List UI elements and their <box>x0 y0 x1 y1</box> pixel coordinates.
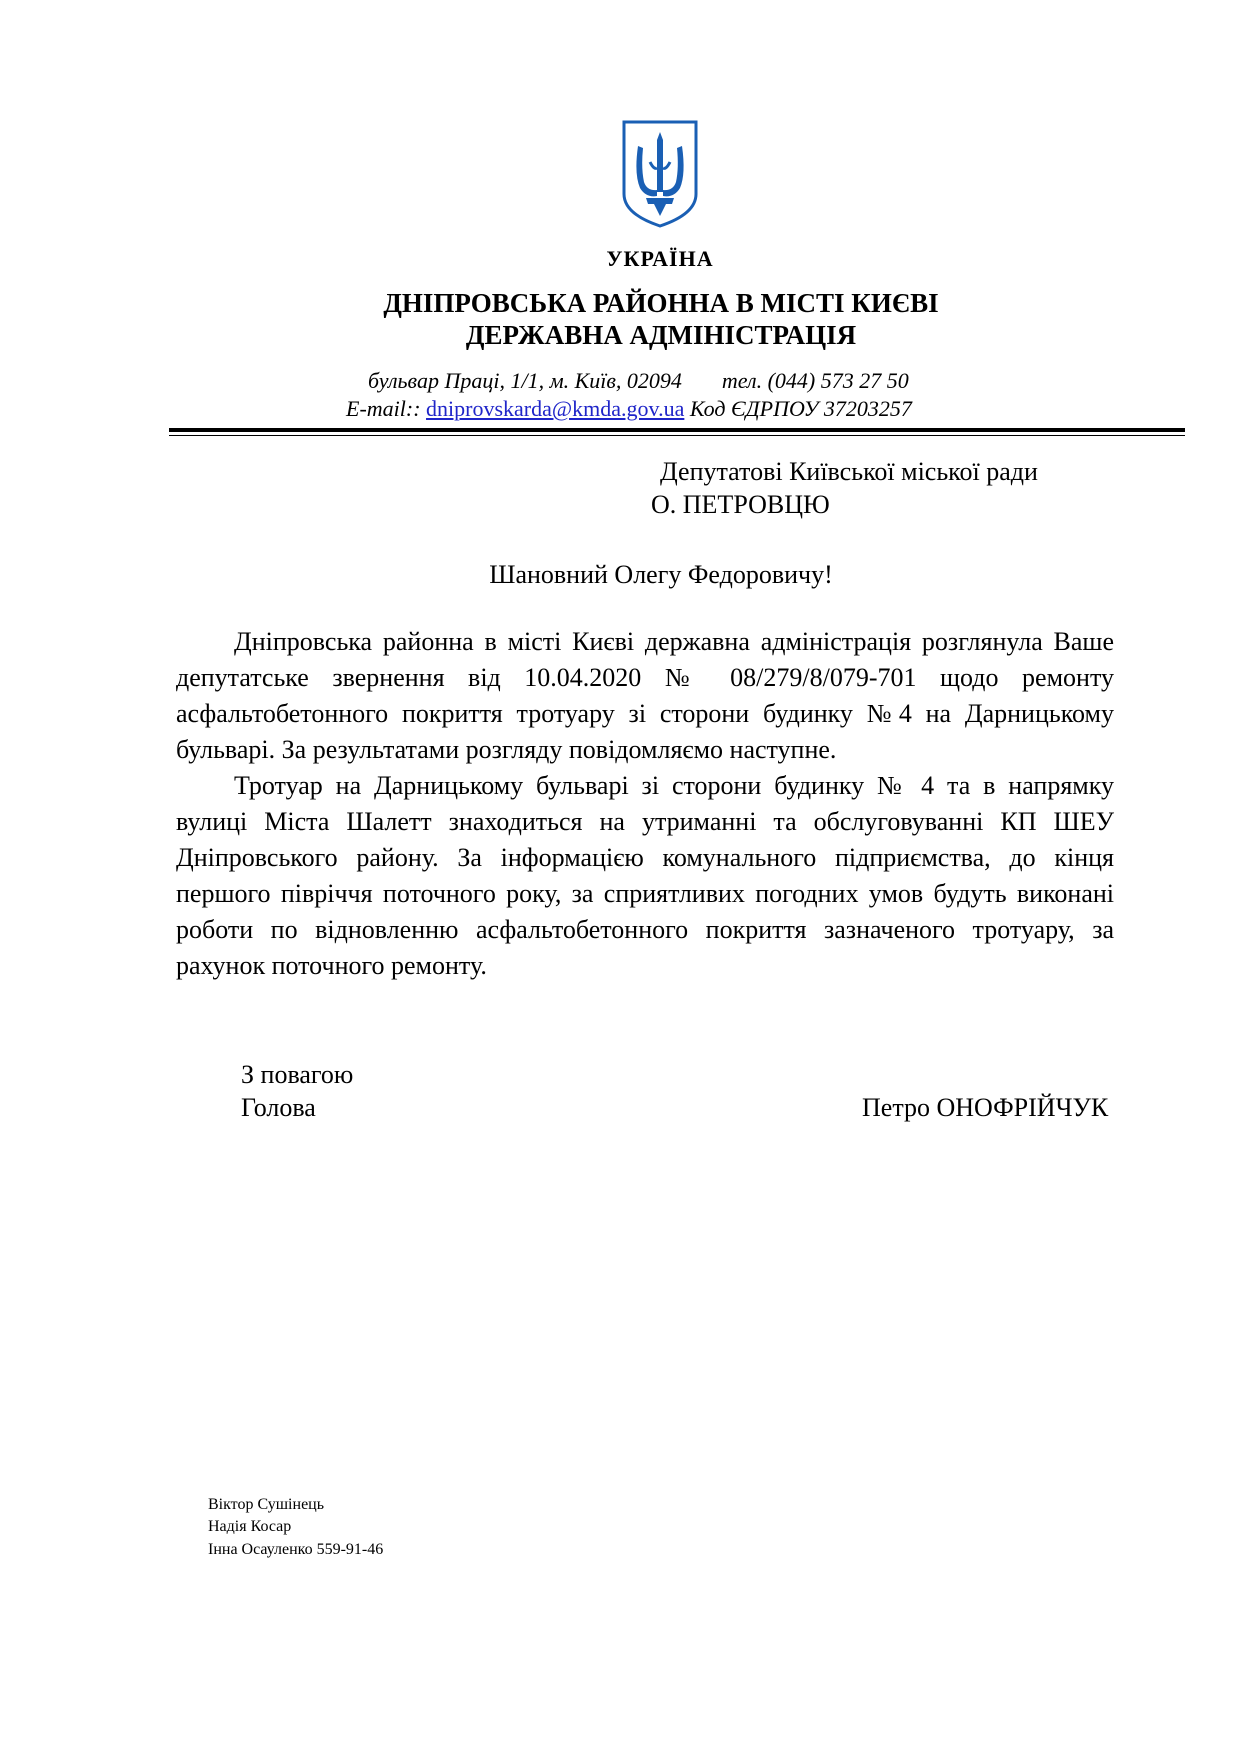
executor-3: Інна Осауленко 559-91-46 <box>208 1541 384 1558</box>
trident-icon <box>620 118 700 230</box>
country-title: УКРАЇНА <box>606 246 714 271</box>
recipient-position: Депутатові Київської міської ради <box>660 457 1038 486</box>
edrpou-code: Код ЄДРПОУ 37203257 <box>689 396 912 421</box>
address-line <box>368 368 909 394</box>
header-divider-thin <box>169 435 1185 436</box>
executor-1: Віктор Сушінець <box>208 1496 325 1513</box>
org-name-line2: ДЕРЖАВНА АДМІНІСТРАЦІЯ <box>465 320 857 350</box>
email-link[interactable]: dniprovskarda@kmda.gov.ua <box>426 396 685 421</box>
phone: тел. (044) 573 27 50 <box>721 368 909 393</box>
contact-line <box>346 396 912 422</box>
address: бульвар Праці, 1/1, м. Київ, 02094 <box>368 368 682 393</box>
letter-body <box>176 624 1114 984</box>
signer-name: Петро ОНОФРІЙЧУК <box>862 1093 1109 1122</box>
body-paragraph-1: Дніпровська районна в місті Києві державна адміністрація розглянула Ваше депутатське звернення від 10.04.2020 № 08/279/8/079-701 щодо ремонту асфальтобетонного покриття тротуару зі сторони будинку №4 на Дарницькому бульварі. За результатами розгляду повідомляємо наступне. <box>176 627 1114 764</box>
closing-regards: З повагою <box>241 1060 354 1089</box>
email-label: E-mail:: <box>346 396 421 421</box>
signer-position: Голова <box>241 1093 316 1122</box>
org-name-line1: ДНІПРОВСЬКА РАЙОННА В МІСТІ КИЄВІ <box>383 288 939 318</box>
recipient-name: О. ПЕТРОВЦЮ <box>651 490 830 519</box>
salutation: Шановний Олегу Федоровичу! <box>489 560 833 589</box>
executor-2: Надія Косар <box>208 1518 292 1535</box>
header-divider-thick <box>169 428 1185 432</box>
body-paragraph-2: Тротуар на Дарницькому бульварі зі сторони будинку № 4 та в напрямку вулиці Міста Шалетт знаходиться на утриманні та обслуговуванні КП ШЕУ Дніпровського району. За інформацією комунального підприємства, до кінця першого півріччя поточного року, за сприятливих погодних умов будуть виконані роботи по відновленню асфальтобетонного покриття зазначеного тротуару, за рахунок поточного ремонту. <box>176 771 1114 980</box>
